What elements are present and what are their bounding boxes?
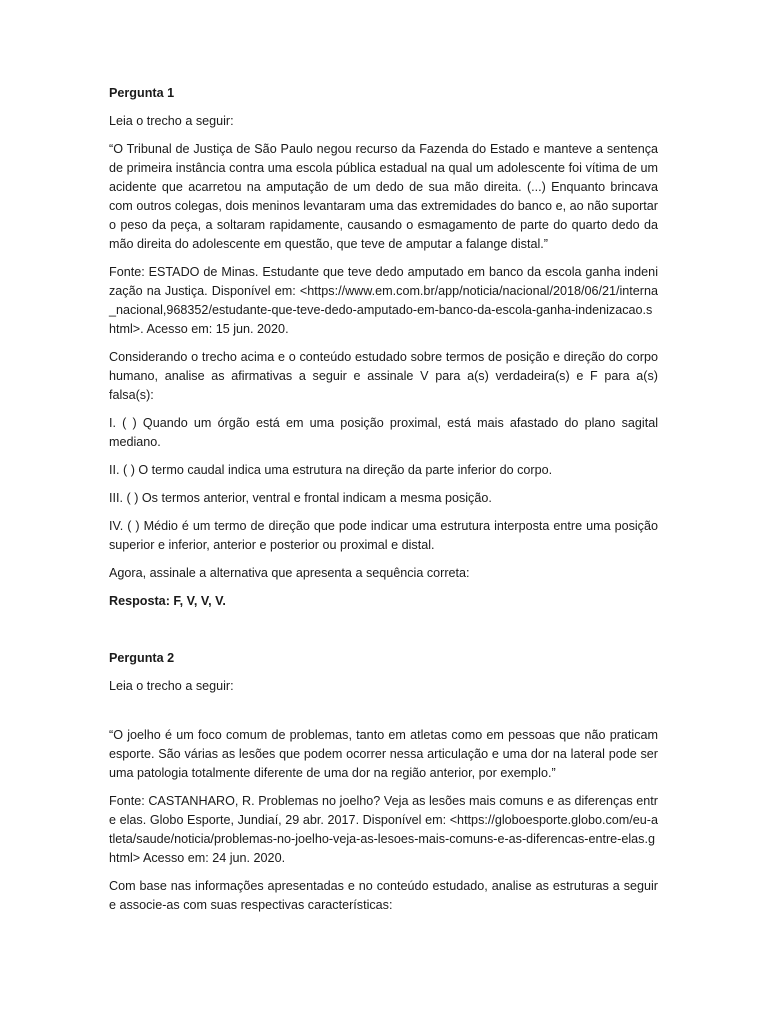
question-1-prompt: Agora, assinale a alternativa que apresenta a sequência correta:	[109, 566, 470, 580]
question-1-item-4: IV. ( ) Médio é um termo de direção que pode indicar uma estrutura interposta entre uma posição superior e inferior, anterior e posterior ou proximal e distal.	[109, 519, 658, 552]
question-2-intro: Leia o trecho a seguir:	[109, 679, 234, 693]
question-2-source: Fonte: CASTANHARO, R. Problemas no joelho? Veja as lesões mais comuns e as diferenças entre elas. Globo Esporte, Jundiaí, 29 abr. 2017. Disponível em: <https://globoesporte.globo.com/eu-atleta/saude/noticia/problemas-no-joelho-veja-as-lesoes-mais-comuns-e-as-diferencas-entre-elas.ghtml> Acesso em: 24 jun. 2020.	[109, 794, 658, 865]
question-1-item-1: I. ( ) Quando um órgão está em uma posição proximal, está mais afastado do plano sagital mediano.	[109, 416, 658, 449]
question-1-item-2: II. ( ) O termo caudal indica uma estrutura na direção da parte inferior do corpo.	[109, 463, 553, 477]
section-spacer	[109, 620, 658, 649]
question-2-instruction: Com base nas informações apresentadas e no conteúdo estudado, analise as estruturas a seguir e associe-as com suas respectivas características:	[109, 879, 658, 912]
question-1-answer: Resposta: F, V, V, V.	[109, 594, 226, 608]
question-1-intro: Leia o trecho a seguir:	[109, 114, 234, 128]
question-2	[109, 649, 658, 915]
question-2-quote: “O joelho é um foco comum de problemas, tanto em atletas como em pessoas que não praticam esporte. São várias as lesões que podem ocorrer nessa articulação e uma dor na lateral pode ser uma patologia totalmente diferente de uma dor na região anterior, por exemplo.”	[109, 728, 658, 780]
intro-spacer	[109, 705, 658, 726]
document-page	[109, 84, 658, 924]
question-1	[109, 84, 658, 611]
question-2-title: Pergunta 2	[109, 651, 175, 665]
question-1-item-3: III. ( ) Os termos anterior, ventral e frontal indicam a mesma posição.	[109, 491, 492, 505]
question-1-instruction: Considerando o trecho acima e o conteúdo estudado sobre termos de posição e direção do corpo humano, analise as afirmativas a seguir e assinale V para a(s) verdadeira(s) e F para a(s) falsa(s):	[109, 350, 658, 402]
question-1-title: Pergunta 1	[109, 86, 175, 100]
question-1-source: Fonte: ESTADO de Minas. Estudante que teve dedo amputado em banco da escola ganha indenização na Justiça. Disponível em: <https://www.em.com.br/app/noticia/nacional/2018/06/21/interna_nacional,968352/estudante-que-teve-dedo-amputado-em-banco-da-escola-ganha-indenizacao.shtml>. Acesso em: 15 jun. 2020.	[109, 265, 658, 336]
question-1-quote: “O Tribunal de Justiça de São Paulo negou recurso da Fazenda do Estado e manteve a sentença de primeira instância contra uma escola pública estadual na qual um adolescente foi vítima de um acidente que acarretou na amputação de um dedo de sua mão direita. (...) Enquanto brincava com outros colegas, dois meninos levantaram uma das extremidades do banco e, ao não suportar o peso da peça, a soltaram rapidamente, causando o esmagamento de parte do quarto dedo da mão direita do adolescente em questão, que teve de amputar a falange distal.”	[109, 142, 658, 251]
